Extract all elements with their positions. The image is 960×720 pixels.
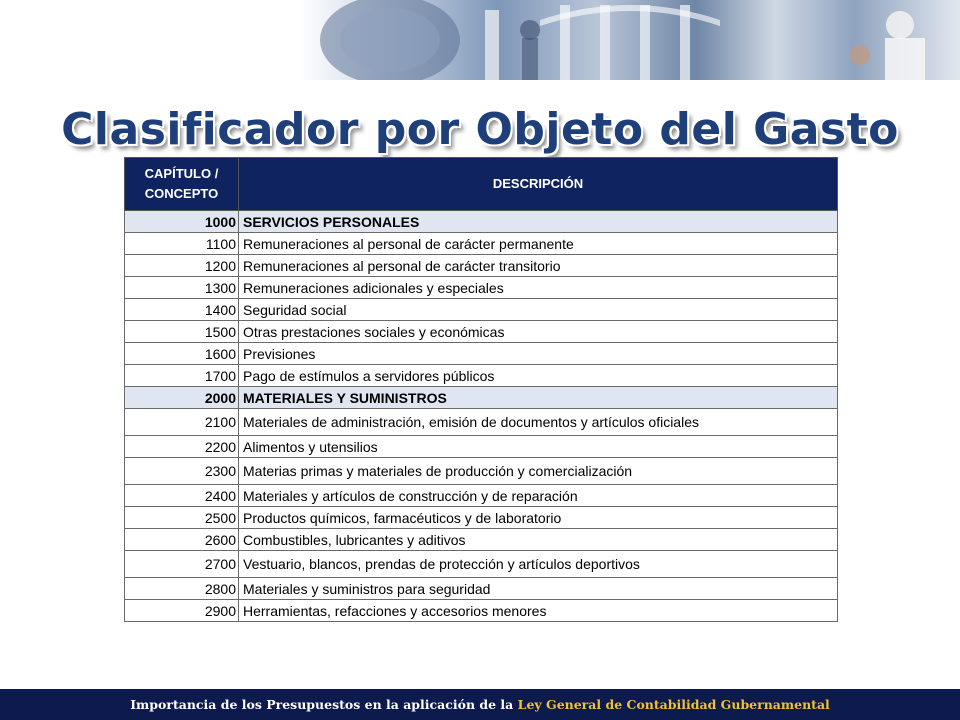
cell-description: Remuneraciones adicionales y especiales xyxy=(239,277,838,299)
cell-description: Materiales y suministros para seguridad xyxy=(239,578,838,600)
cell-code: 1600 xyxy=(125,343,239,365)
cell-description: Alimentos y utensilios xyxy=(239,436,838,458)
cell-code: 1700 xyxy=(125,365,239,387)
cell-code: 1500 xyxy=(125,321,239,343)
table-row xyxy=(125,321,838,343)
banner-illustration xyxy=(300,0,960,80)
cell-description: Remuneraciones al personal de carácter transitorio xyxy=(239,255,838,277)
cell-code: 2100 xyxy=(125,409,239,436)
cell-description: Vestuario, blancos, prendas de protección y artículos deportivos xyxy=(239,551,838,578)
cell-code: 1300 xyxy=(125,277,239,299)
chapter-row xyxy=(125,211,838,233)
cell-description: MATERIALES Y SUMINISTROS xyxy=(239,387,838,409)
footer-bar xyxy=(0,689,960,720)
cell-description: Materiales y artículos de construcción y de reparación xyxy=(239,485,838,507)
cell-code: 2500 xyxy=(125,507,239,529)
table-row xyxy=(125,299,838,321)
header-banner xyxy=(0,0,960,80)
cell-code: 2700 xyxy=(125,551,239,578)
cell-description: Otras prestaciones sociales y económicas xyxy=(239,321,838,343)
cell-code: 1200 xyxy=(125,255,239,277)
table-row xyxy=(125,507,838,529)
table-row xyxy=(125,485,838,507)
cell-description: Herramientas, refacciones y accesorios menores xyxy=(239,600,838,622)
cell-code: 2200 xyxy=(125,436,239,458)
cell-code: 1100 xyxy=(125,233,239,255)
table-row xyxy=(125,578,838,600)
cell-description: Seguridad social xyxy=(239,299,838,321)
cell-code: 2000 xyxy=(125,387,239,409)
table-row xyxy=(125,551,838,578)
table-header-row xyxy=(125,158,838,211)
cell-description: Combustibles, lubricantes y aditivos xyxy=(239,529,838,551)
table-row xyxy=(125,277,838,299)
cell-description: Remuneraciones al personal de carácter permanente xyxy=(239,233,838,255)
cell-description: Materiales de administración, emisión de documentos y artículos oficiales xyxy=(239,409,838,436)
cell-code: 2900 xyxy=(125,600,239,622)
table-row xyxy=(125,233,838,255)
column-header-description: DESCRIPCIÓN xyxy=(239,158,838,211)
footer-text: Importancia de los Presupuestos en la aplicación de la xyxy=(130,697,514,712)
table-row xyxy=(125,436,838,458)
table-row xyxy=(125,600,838,622)
cell-code: 2300 xyxy=(125,458,239,485)
cell-description: Pago de estímulos a servidores públicos xyxy=(239,365,838,387)
cell-code: 1000 xyxy=(125,211,239,233)
banner-photo-collage xyxy=(300,0,960,80)
table-row xyxy=(125,409,838,436)
cell-code: 2400 xyxy=(125,485,239,507)
expense-classifier-table xyxy=(124,157,838,622)
table-row xyxy=(125,343,838,365)
page-title: Clasificador por Objeto del Gasto xyxy=(61,104,899,155)
table-row xyxy=(125,365,838,387)
chapter-row xyxy=(125,387,838,409)
table-body xyxy=(125,211,838,622)
cell-description: Materias primas y materiales de producción y comercialización xyxy=(239,458,838,485)
cell-code: 2600 xyxy=(125,529,239,551)
column-header-code: CAPÍTULO / CONCEPTO xyxy=(125,158,239,211)
cell-description: Productos químicos, farmacéuticos y de laboratorio xyxy=(239,507,838,529)
cell-code: 2800 xyxy=(125,578,239,600)
footer-highlight: Ley General de Contabilidad Gubernamental xyxy=(517,697,830,712)
table-row xyxy=(125,458,838,485)
table-row xyxy=(125,255,838,277)
cell-code: 1400 xyxy=(125,299,239,321)
cell-description: SERVICIOS PERSONALES xyxy=(239,211,838,233)
cell-description: Previsiones xyxy=(239,343,838,365)
table-row xyxy=(125,529,838,551)
